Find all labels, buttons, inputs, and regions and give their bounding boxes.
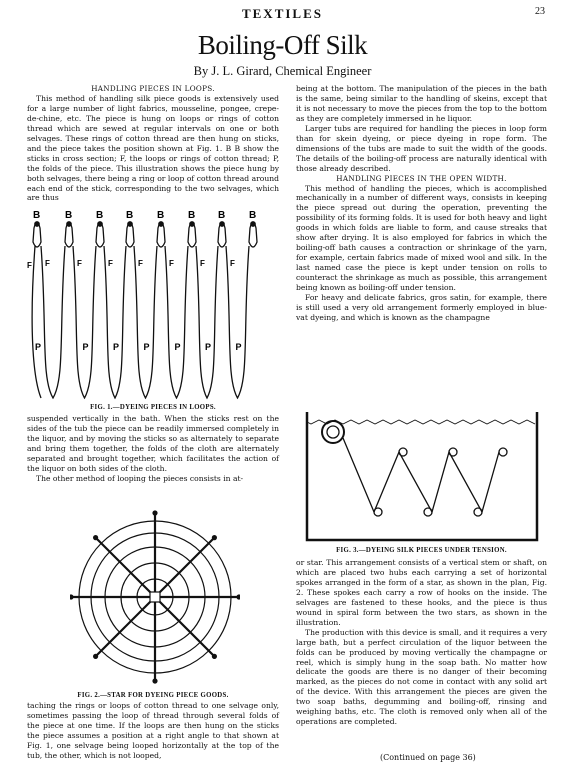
paragraph: This method of handling silk piece goods is extensively used for a large number of light fabrics, mousseline, pongee, crepe-de-chine, etc. The piece is hung on loops or rings of cotton thread which are sewed at regular intervals on one or both selvages. These rings of cotton thread are then hung on sticks, and the piece takes the position shown at Fig. 1. B B show the sticks in cross section; F, the loops or rings of cotton thread; P, the folds of the piece. This illustration shows the piece hung by both selvages, there being a ring or loop of cotton thread around each end of the stick, corresponding to the two selvages, which are thus [27,93,279,203]
fabric-fold [134,246,157,398]
byline: By J. L. Girard, Chemical Engineer [193,64,372,78]
stick-label-b: B [249,210,257,221]
fold-label-p: P [35,342,42,352]
right-column-part-2 [296,558,547,727]
spoke [96,597,155,656]
paragraph: The production with this device is small, and it requires a very large bath, but a perfect circulation of the liquor between the folds can be produced by moving vertically the champagne or reel, which is simply hung in the soap bath. No matter how delicate the goods are there is no danger of their becoming marked, as the pieces do not come in contact with any solid art of the device. With this arrangement the pieces are given the two soap baths, degumming and boiling-off, rinsing and weighing baths, etc. The cloth is removed only when all of the operations are completed. [296,627,547,727]
stick-label-b: B [157,210,165,221]
page-number: 23 [535,6,545,17]
running-title: TEXTILES [241,6,324,21]
paragraph: being at the bottom. The manipulation of the pieces in the bath is the same, being similar to the handling of skeins, except that it is not necessary to move the pieces from the top to the bottom as they are completely immersed in he liquor. [296,84,547,123]
spoke-tip [94,654,98,658]
spoke [155,538,214,597]
fold-label-p: P [174,342,181,352]
paragraph: This method of handling the pieces, which is accomplished mechanically in a number of different ways, consists in keeping the piece spread out during the operation, preventing the possibility of its forming folds. It is used for both heavy and light goods in which folds are liable to form, and cause streaks that show after drying. It is also employed for fabrics in which the boiling-off bath causes a contraction or shrinkage of the yarn, for example, certain fabrics made of mixed wool and silk. In the last named case the piece is kept under tension on rolls to counteract the shrinkage as much as possible, this arrangement being known as boiling-off under tension. [296,183,547,293]
star-group [70,511,240,683]
fold-label-p: P [113,342,120,352]
stick-section [159,222,163,226]
spoke-tip [212,654,216,658]
hub [150,592,160,602]
left-column-part-3 [27,701,279,761]
paragraph: taching the rings or loops of cotton thread to one selvage only, sometimes passing the loop of thread through several folds of the piece at one time. If the loops are then hung on the sticks the piece assumes a position at a right angle to that shown at Fig. 1, one selvage being looped horizontally at the top of the tub, the other, which is not looped, [27,701,279,760]
fabric-fold [32,246,41,398]
fabric-fold [226,246,249,398]
stick-section [67,222,71,226]
stick-label-b: B [188,210,196,221]
continued-note: (Continued on page 36) [380,753,476,762]
fabric-fold [104,246,126,398]
stick-section [251,222,255,226]
spoke-tip [153,679,157,683]
loop-label-f: F [45,259,50,268]
fold-label-p: P [143,342,150,352]
fabric-fold [41,246,65,398]
paragraph: Larger tubs are required for handling the pieces in loop form than for skein dyeing, or piece dyeing in rope form. The dimensions of the tubs are made to suit the width of the goods. The details of the boiling-off process are naturally identical with those already described. [296,123,547,173]
spoke-tip [212,536,216,540]
fabric-fold [73,246,96,398]
left-column-part-2 [27,414,279,484]
feed-roll [322,421,344,443]
article-title: Boiling-Off Silk [197,30,368,60]
stick-section [220,222,224,226]
figure-1-loops-diagram [27,208,279,404]
loop-label-f: F [108,259,113,268]
fold-label-p: P [82,342,89,352]
loop-label-f: F [230,259,235,268]
spoke [155,597,214,656]
section-heading: HANDLING PIECES IN LOOPS. [91,84,215,93]
loop-label-f: F [77,259,82,268]
figure-2-star-diagram [70,505,240,685]
loop-label-f: F [200,259,205,268]
section-heading: HANDLING PIECES IN THE OPEN WIDTH. [336,173,507,183]
loop-label-f: F [169,259,174,268]
stick-section [35,222,39,226]
stick-label-b: B [218,210,226,221]
guide-roll [499,448,507,456]
loop-label-f: F [27,261,32,270]
loops-group [32,222,257,398]
stick-label-b: B [96,210,104,221]
fold-label-p: P [235,342,242,352]
fabric-path [343,438,499,512]
figure-1-caption: FIG. 1.—DYEING PIECES IN LOOPS. [90,404,216,411]
tank-walls [307,412,537,540]
feed-roll-core [327,426,339,438]
paragraph: suspended vertically in the bath. When the sticks rest on the sides of the tub the piece can be readily immersed completely in the liquor, and by moving the sticks so as alternately to separate and bring them together, the folds of the cloth are alternately separated and brought together, which facilitates the action of the liquor on both sides of the cloth. [27,414,279,473]
figure-2-caption: FIG. 2.—STAR FOR DYEING PIECE GOODS. [77,692,229,699]
tank-group [307,412,537,540]
fabric-fold [165,246,188,398]
paragraph: For heavy and delicate fabrics, gros satin, for example, there is still used a very old arrangement formerly employed in blue-vat dyeing, and which is known as the champagne [296,293,547,322]
right-column-part-1 [296,84,547,323]
spoke-tip [70,595,73,599]
left-column-part-1 [27,84,279,203]
stick-label-b: B [126,210,134,221]
fabric-fold [196,246,218,398]
stick-label-b: B [65,210,73,221]
spoke [96,538,155,597]
fold-label-p: P [205,342,212,352]
running-header [0,6,565,26]
spoke-tip [94,536,98,540]
loop-label-f: F [138,259,143,268]
spoke-tip [153,511,157,515]
figure-3-tension-tank [303,402,541,545]
stick-label-b: B [33,210,41,221]
paragraph: The other method of looping the pieces consists in at- [36,473,244,483]
stick-section [98,222,102,226]
spoke-tip [237,595,240,599]
stick-section [128,222,132,226]
paragraph: or star. This arrangement consists of a vertical stem or shaft, on which are placed two hubs each carrying a set of horizontal spokes arranged in the form of a star, as shown in the plan, Fig. 2. These spokes each carry a row of hooks on the inside. The selvages are fastened to these hooks, and the piece is thus wound in spiral form between the two stars, as shown in the illustration. [296,558,547,627]
figure-3-caption: FIG. 3.—DYEING SILK PIECES UNDER TENSION. [336,547,507,554]
stick-section [190,222,194,226]
